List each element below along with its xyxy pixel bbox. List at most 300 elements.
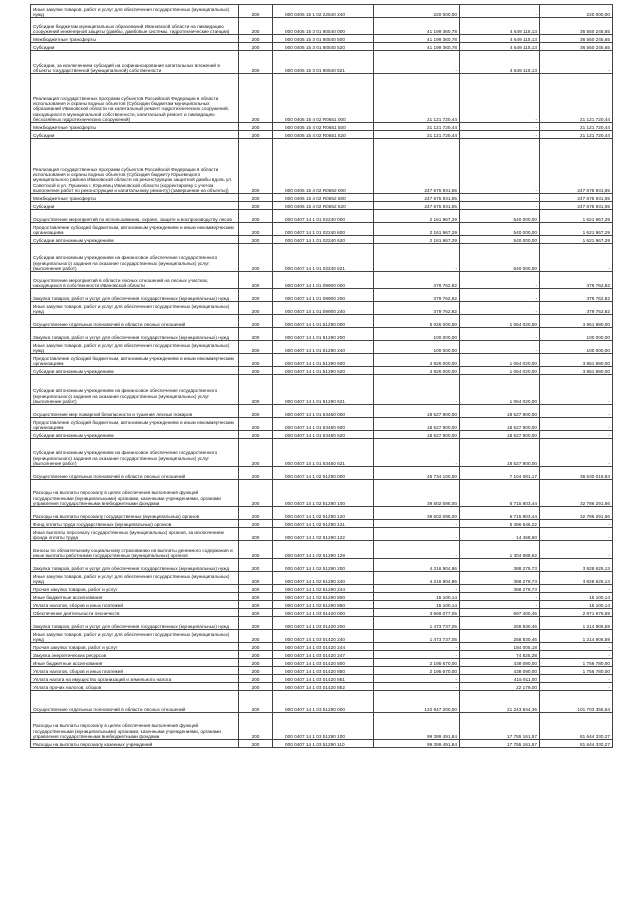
row-executed-cell: 540 000,00	[460, 236, 540, 244]
row-budget-code-cell: 000 0406 15 1 02 22640 240	[273, 5, 374, 18]
row-name-cell: Иные бюджетные ассигнования	[31, 593, 239, 601]
row-unexecuted-cell: -	[540, 541, 613, 559]
row-admin-code-cell: 200	[239, 354, 273, 367]
row-executed-cell: 18 527 900,00	[460, 431, 540, 439]
row-budget-code-cell: 000 0407 14 1 02 51290 800	[273, 593, 374, 601]
table-row	[31, 375, 613, 405]
row-approved-cell: -	[374, 651, 460, 659]
row-admin-code-cell: 200	[239, 131, 273, 139]
row-admin-code-cell: 200	[239, 236, 273, 244]
row-approved-cell: 21 121 720,44	[374, 123, 460, 131]
row-executed-cell: 17 755 161,57	[460, 740, 540, 748]
row-executed-cell: 1 064 020,00	[460, 367, 540, 375]
row-executed-cell: 258 830,46	[460, 617, 540, 630]
table-row	[31, 541, 613, 559]
row-admin-code-cell: 200	[239, 202, 273, 210]
row-approved-cell: 4 926 000,00	[374, 354, 460, 367]
row-name-cell: Осуществление отдельных полномочий в области лесных отношений	[31, 315, 239, 328]
row-executed-cell: 4 649 115,13	[460, 35, 540, 43]
row-executed-cell: -	[460, 341, 540, 354]
row-name-cell: Предоставление субсидий бюджетным, автономным учреждениям и иным некоммерческим организациям	[31, 223, 239, 236]
row-name-cell: Расходы на выплаты персоналу в целях обеспечения выполнения функций государственными (муниципальными) органами, казенными учреждениями, органами управления государственными внебюджетными фондами	[31, 480, 239, 507]
row-admin-code-cell: 200	[239, 194, 273, 202]
row-approved-cell: -	[374, 541, 460, 559]
row-name-cell: Субсидии автономным учреждениям	[31, 236, 239, 244]
table-row	[31, 35, 613, 43]
row-budget-code-cell: 000 0406 15 3 01 80540 521	[273, 51, 374, 74]
row-approved-cell: 41 199 360,78	[374, 18, 460, 35]
row-admin-code-cell: 200	[239, 418, 273, 431]
table-row	[31, 18, 613, 35]
row-admin-code-cell: 200	[239, 439, 273, 467]
table-row	[31, 439, 613, 467]
row-executed-cell: 18 527 900,00	[460, 439, 540, 467]
row-approved-cell: 2 195 670,00	[374, 667, 460, 675]
row-name-cell: Иные бюджетные ассигнования	[31, 659, 239, 667]
row-admin-code-cell: 200	[239, 643, 273, 651]
row-admin-code-cell: 200	[239, 74, 273, 123]
row-approved-cell: 18 527 900,00	[374, 405, 460, 418]
row-budget-code-cell: 000 0407 14 1 01 02240 620	[273, 236, 374, 244]
row-executed-cell: -	[460, 123, 540, 131]
row-approved-cell: 18 527 900,00	[374, 431, 460, 439]
row-budget-code-cell: 000 0406 15 4 02 R0651 500	[273, 123, 374, 131]
row-admin-code-cell: 200	[239, 713, 273, 740]
row-executed-cell: -	[460, 272, 540, 289]
row-unexecuted-cell: 3 828 625,13	[540, 572, 613, 585]
row-unexecuted-cell: -	[540, 651, 613, 659]
table-row	[31, 405, 613, 418]
row-budget-code-cell: 000 0407 14 1 03 01420 247	[273, 651, 374, 659]
row-approved-cell: -	[374, 244, 460, 272]
row-executed-cell: -	[460, 328, 540, 341]
row-budget-code-cell: 000 0407 14 1 02 51290 121	[273, 520, 374, 528]
row-approved-cell: 4 216 904,86	[374, 559, 460, 572]
row-budget-code-cell: 000 0407 14 1 02 51290 244	[273, 585, 374, 593]
row-approved-cell: 122 947 200,00	[374, 691, 460, 713]
row-executed-cell: -	[460, 601, 540, 609]
row-name-cell: Предоставление субсидий бюджетным, автономным учреждениям и иным некоммерческим организациям	[31, 354, 239, 367]
row-name-cell: Субсидии бюджетам муниципальных образований Ивановской области на ликвидацию сооружений инженерной защиты (дамбы, дамбовые системы, гидротехнические станции)	[31, 18, 239, 35]
row-unexecuted-cell: -	[540, 520, 613, 528]
table-row	[31, 43, 613, 51]
row-budget-code-cell: 000 0407 14 1 03 01420 000	[273, 609, 374, 617]
row-approved-cell: -	[374, 439, 460, 467]
table-row	[31, 210, 613, 223]
table-row	[31, 272, 613, 289]
row-approved-cell: 21 121 720,44	[374, 74, 460, 123]
row-name-cell: Осуществление отдельных полномочий в области лесных отношений	[31, 467, 239, 480]
row-admin-code-cell: 200	[239, 630, 273, 643]
row-executed-cell: -	[460, 131, 540, 139]
row-admin-code-cell: 200	[239, 139, 273, 194]
row-unexecuted-cell: 21 121 720,44	[540, 123, 613, 131]
row-admin-code-cell: 200	[239, 244, 273, 272]
row-budget-code-cell: 000 0407 14 1 01 53450 600	[273, 418, 374, 431]
row-executed-cell: 415 911,00	[460, 675, 540, 683]
row-name-cell: Расходы на выплаты персоналу казенных учреждений	[31, 740, 239, 748]
row-budget-code-cell: 000 0407 14 1 01 51290 621	[273, 375, 374, 405]
row-budget-code-cell: 000 0407 14 1 03 51290 000	[273, 691, 374, 713]
row-executed-cell: 697 400,46	[460, 609, 540, 617]
row-name-cell: Субсидии автономным учреждениям на финансовое обеспечение государственного (муниципального) задания на оказание государственных (муниципальных) услуг (выполнение работ)	[31, 244, 239, 272]
row-executed-cell: 74 825,28	[460, 651, 540, 659]
row-approved-cell: -	[374, 675, 460, 683]
row-name-cell: Реализация государственных программ субъектов Российской Федерации в области использования и охраны водных объектов (Субсидия бюджету Юрьевецкого муниципального района Ивановской области на реконструкцию защитной дамбы вдоль ул. Советской и ул. Пушкина г. Юрьевец Ивановской области (корректировку с учетом выполнения работ по реконструкции и капитальному ремонту) (завершение на объекты))	[31, 139, 239, 194]
row-name-cell: Межбюджетные трансферты	[31, 194, 239, 202]
row-approved-cell: 99 399 491,84	[374, 713, 460, 740]
row-approved-cell: 21 121 720,44	[374, 131, 460, 139]
row-unexecuted-cell: 247 675 931,65	[540, 139, 613, 194]
row-approved-cell: 3 669 077,05	[374, 609, 460, 617]
row-admin-code-cell: 200	[239, 617, 273, 630]
row-executed-cell: 184 005,18	[460, 643, 540, 651]
row-budget-code-cell: 000 0407 14 1 02 51290 200	[273, 559, 374, 572]
table-row	[31, 643, 613, 651]
row-budget-code-cell: 000 0407 14 1 01 09900 200	[273, 289, 374, 302]
table-row	[31, 572, 613, 585]
row-admin-code-cell: 200	[239, 683, 273, 691]
row-admin-code-cell: 200	[239, 593, 273, 601]
row-unexecuted-cell: -	[540, 528, 613, 541]
row-admin-code-cell: 200	[239, 667, 273, 675]
row-name-cell: Осуществление мероприятий в области лесных отношений на лесных участках, находящихся в собственности Ивановской области	[31, 272, 239, 289]
row-unexecuted-cell: 36 550 245,65	[540, 43, 613, 51]
row-executed-cell: 438 090,00	[460, 667, 540, 675]
row-unexecuted-cell: -	[540, 683, 613, 691]
row-admin-code-cell: 200	[239, 5, 273, 18]
row-executed-cell: 4 649 115,13	[460, 51, 540, 74]
row-executed-cell: 388 279,73	[460, 559, 540, 572]
table-row	[31, 651, 613, 659]
row-admin-code-cell: 200	[239, 659, 273, 667]
row-name-cell: Уплата налогов, сборов и иных платежей	[31, 601, 239, 609]
row-admin-code-cell: 200	[239, 18, 273, 35]
row-unexecuted-cell: -	[540, 51, 613, 74]
row-budget-code-cell: 000 0407 14 1 03 01420 852	[273, 683, 374, 691]
row-approved-cell: 2 161 967,29	[374, 210, 460, 223]
row-unexecuted-cell: 36 550 245,65	[540, 18, 613, 35]
row-unexecuted-cell: 379 762,82	[540, 302, 613, 315]
row-budget-code-cell: 000 0407 14 1 01 53450 620	[273, 431, 374, 439]
row-executed-cell: -	[460, 139, 540, 194]
table-row	[31, 559, 613, 572]
row-admin-code-cell: 200	[239, 520, 273, 528]
row-approved-cell: 39 502 095,00	[374, 507, 460, 520]
row-executed-cell: 438 090,00	[460, 659, 540, 667]
table-row	[31, 289, 613, 302]
row-budget-code-cell: 000 0407 14 1 01 53450 621	[273, 439, 374, 467]
table-row	[31, 315, 613, 328]
row-unexecuted-cell: 21 121 720,44	[540, 131, 613, 139]
row-admin-code-cell: 200	[239, 572, 273, 585]
table-row	[31, 659, 613, 667]
row-admin-code-cell: 200	[239, 341, 273, 354]
table-row	[31, 740, 613, 748]
row-name-cell: Иные выплаты персоналу государственных (муниципальных) органов, за исключением фонда оплаты труда	[31, 528, 239, 541]
row-unexecuted-cell: 3 861 980,00	[540, 367, 613, 375]
row-approved-cell: 41 199 360,78	[374, 35, 460, 43]
row-unexecuted-cell: 81 644 330,27	[540, 713, 613, 740]
row-budget-code-cell: 000 0407 14 1 03 01420 800	[273, 659, 374, 667]
row-unexecuted-cell: -	[540, 675, 613, 683]
row-approved-cell: -	[374, 375, 460, 405]
row-approved-cell: 2 161 967,29	[374, 223, 460, 236]
row-name-cell: Предоставление субсидий бюджетным, автономным учреждениям и иным некоммерческим организациям	[31, 418, 239, 431]
table-row	[31, 51, 613, 74]
row-admin-code-cell: 200	[239, 272, 273, 289]
table-row	[31, 691, 613, 713]
row-executed-cell: 4 649 115,13	[460, 43, 540, 51]
row-executed-cell: 14 468,60	[460, 528, 540, 541]
row-executed-cell: 388 279,73	[460, 572, 540, 585]
table-row	[31, 520, 613, 528]
row-budget-code-cell: 000 0407 14 1 03 01420 200	[273, 617, 374, 630]
row-budget-code-cell: 000 0407 14 1 02 51290 240	[273, 572, 374, 585]
table-row	[31, 74, 613, 123]
row-budget-code-cell: 000 0407 14 1 03 01420 244	[273, 643, 374, 651]
row-approved-cell: 100 000,00	[374, 328, 460, 341]
row-name-cell: Уплата налога на имущество организаций и земельного налога	[31, 675, 239, 683]
row-executed-cell: 6 715 803,44	[460, 480, 540, 507]
row-name-cell: Фонд оплаты труда государственных (муниципальных) органов	[31, 520, 239, 528]
row-executed-cell: 21 243 844,36	[460, 691, 540, 713]
row-admin-code-cell: 200	[239, 431, 273, 439]
table-row	[31, 675, 613, 683]
table-row	[31, 683, 613, 691]
row-unexecuted-cell: 1 621 967,29	[540, 210, 613, 223]
row-admin-code-cell: 200	[239, 480, 273, 507]
row-name-cell: Субсидии автономным учреждениям на финансовое обеспечение государственного (муниципального) задания на оказание государственных (муниципальных) услуг (выполнение работ)	[31, 375, 239, 405]
row-admin-code-cell: 200	[239, 315, 273, 328]
row-unexecuted-cell: -	[540, 643, 613, 651]
row-name-cell: Субсидии автономным учреждениям	[31, 367, 239, 375]
row-budget-code-cell: 000 0407 14 1 03 01420 240	[273, 630, 374, 643]
row-approved-cell: -	[374, 585, 460, 593]
row-unexecuted-cell: 1 756 780,00	[540, 667, 613, 675]
row-approved-cell: 379 762,82	[374, 302, 460, 315]
row-name-cell: Реализация государственных программ субъектов Российской Федерации в области использования и охраны водных объектов (Субсидии бюджетам муниципальных образований Ивановской области на капитальный ремонт гидротехнических сооружений, находящихся в муниципальной собственности, капитальный ремонт и ликвидацию бесхозяйных гидротехнических сооружений)	[31, 74, 239, 123]
row-approved-cell: 1 473 737,05	[374, 630, 460, 643]
table-row	[31, 236, 613, 244]
row-admin-code-cell: 200	[239, 123, 273, 131]
row-budget-code-cell: 000 0407 14 1 01 51290 600	[273, 354, 374, 367]
row-executed-cell: 17 755 161,57	[460, 713, 540, 740]
table-row	[31, 194, 613, 202]
table-row	[31, 431, 613, 439]
table-row	[31, 601, 613, 609]
row-unexecuted-cell: -	[540, 418, 613, 431]
row-budget-code-cell: 000 0407 14 1 01 02240 621	[273, 244, 374, 272]
row-budget-code-cell: 000 0407 14 1 03 01420 851	[273, 675, 374, 683]
table-row	[31, 630, 613, 643]
row-unexecuted-cell: 1 214 906,59	[540, 617, 613, 630]
table-row	[31, 667, 613, 675]
row-name-cell: Обеспечение деятельности лесничеств	[31, 609, 239, 617]
row-unexecuted-cell: 2 971 676,59	[540, 609, 613, 617]
row-executed-cell: 7 104 081,17	[460, 467, 540, 480]
row-executed-cell: 18 527 900,00	[460, 418, 540, 431]
row-unexecuted-cell: 1 621 967,29	[540, 236, 613, 244]
row-admin-code-cell: 200	[239, 467, 273, 480]
row-budget-code-cell: 000 0407 14 1 03 51290 100	[273, 713, 374, 740]
row-name-cell: Субсидии, за исключением субсидий на софинансирование капитальных вложений в объекты государственной (муниципальной) собственности	[31, 51, 239, 74]
row-approved-cell: 45 734 100,00	[374, 467, 460, 480]
row-budget-code-cell: 000 0407 14 1 02 51290 100	[273, 480, 374, 507]
table-row	[31, 302, 613, 315]
row-unexecuted-cell: 3 828 625,13	[540, 559, 613, 572]
row-admin-code-cell: 200	[239, 367, 273, 375]
row-unexecuted-cell: 100 000,00	[540, 341, 613, 354]
row-executed-cell: 6 715 803,44	[460, 507, 540, 520]
report-sheet	[30, 4, 612, 748]
row-admin-code-cell: 200	[239, 675, 273, 683]
row-name-cell: Осуществление отдельных полномочий в области лесных отношений	[31, 691, 239, 713]
row-budget-code-cell: 000 0407 14 1 01 51290 240	[273, 341, 374, 354]
row-budget-code-cell: 000 0406 15 3 01 80540 500	[273, 35, 374, 43]
row-unexecuted-cell: -	[540, 375, 613, 405]
row-executed-cell: 258 830,46	[460, 630, 540, 643]
row-approved-cell: 100 000,00	[374, 341, 460, 354]
row-budget-code-cell: 000 0407 14 1 02 51290 000	[273, 467, 374, 480]
row-admin-code-cell: 200	[239, 651, 273, 659]
row-executed-cell: 540 000,00	[460, 223, 540, 236]
row-name-cell: Осуществление мероприятий по использованию, охране, защите и воспроизводству лесов	[31, 210, 239, 223]
row-name-cell: Закупка товаров, работ и услуг для обеспечения государственных (муниципальных) нужд	[31, 617, 239, 630]
row-unexecuted-cell: 247 675 931,65	[540, 202, 613, 210]
row-budget-code-cell: 000 0407 14 1 03 01420 850	[273, 667, 374, 675]
row-unexecuted-cell: 3 961 980,00	[540, 315, 613, 328]
table-row	[31, 713, 613, 740]
row-approved-cell: 18 527 900,00	[374, 418, 460, 431]
row-budget-code-cell: 000 0407 14 1 02 51290 850	[273, 601, 374, 609]
row-name-cell: Иные закупки товаров, работ и услуг для обеспечения государственных (муниципальных) нужд	[31, 5, 239, 18]
row-approved-cell: 247 675 931,65	[374, 194, 460, 202]
table-row	[31, 480, 613, 507]
row-name-cell: Закупка товаров, работ и услуг для обеспечения государственных (муниципальных) нужд	[31, 559, 239, 572]
row-executed-cell: -	[460, 74, 540, 123]
row-name-cell: Иные закупки товаров, работ и услуг для обеспечения государственных (муниципальных) нужд	[31, 572, 239, 585]
row-executed-cell: -	[460, 5, 540, 18]
row-budget-code-cell: 000 0407 14 1 01 51290 000	[273, 315, 374, 328]
row-admin-code-cell: 200	[239, 35, 273, 43]
row-budget-code-cell: 000 0407 14 1 02 51290 122	[273, 528, 374, 541]
row-name-cell: Иные закупки товаров, работ и услуг для обеспечения государственных (муниципальных) нужд	[31, 302, 239, 315]
row-approved-cell: -	[374, 643, 460, 651]
row-admin-code-cell: 200	[239, 51, 273, 74]
row-unexecuted-cell: -	[540, 585, 613, 593]
row-admin-code-cell: 200	[239, 541, 273, 559]
table-row	[31, 354, 613, 367]
row-name-cell: Субсидии	[31, 43, 239, 51]
row-admin-code-cell: 200	[239, 528, 273, 541]
row-executed-cell: 5 396 646,22	[460, 520, 540, 528]
row-approved-cell: 1 473 737,05	[374, 617, 460, 630]
row-unexecuted-cell: 379 762,82	[540, 272, 613, 289]
row-name-cell: Расходы на выплаты персоналу в целях обеспечения выполнения функций государственными (муниципальными) органами, казенными учреждениями, органами управления государственными внебюджетными фондами	[31, 713, 239, 740]
row-admin-code-cell: 200	[239, 601, 273, 609]
row-unexecuted-cell: 21 121 720,44	[540, 74, 613, 123]
row-budget-code-cell: 000 0407 14 1 01 51290 200	[273, 328, 374, 341]
expenditure-table	[30, 4, 613, 748]
row-unexecuted-cell: 32 786 291,56	[540, 480, 613, 507]
row-name-cell: Межбюджетные трансферты	[31, 35, 239, 43]
row-approved-cell: 15 100,14	[374, 593, 460, 601]
row-unexecuted-cell: 101 703 355,64	[540, 691, 613, 713]
row-approved-cell: -	[374, 528, 460, 541]
row-executed-cell: 4 649 115,13	[460, 18, 540, 35]
row-name-cell: Субсидии	[31, 131, 239, 139]
row-admin-code-cell: 200	[239, 405, 273, 418]
row-unexecuted-cell: 247 675 931,65	[540, 194, 613, 202]
row-admin-code-cell: 200	[239, 691, 273, 713]
row-executed-cell: -	[460, 289, 540, 302]
row-admin-code-cell: 200	[239, 43, 273, 51]
row-approved-cell: 379 762,82	[374, 289, 460, 302]
row-unexecuted-cell: 1 756 780,00	[540, 659, 613, 667]
row-approved-cell: 15 100,14	[374, 601, 460, 609]
table-row	[31, 223, 613, 236]
row-executed-cell: -	[460, 302, 540, 315]
row-budget-code-cell: 000 0407 14 1 03 51290 110	[273, 740, 374, 748]
table-row	[31, 367, 613, 375]
row-unexecuted-cell: 100 000,00	[540, 328, 613, 341]
row-executed-cell: 1 064 020,00	[460, 354, 540, 367]
row-admin-code-cell: 200	[239, 740, 273, 748]
row-unexecuted-cell: 15 100,14	[540, 593, 613, 601]
row-unexecuted-cell: 1 621 967,29	[540, 223, 613, 236]
table-row	[31, 467, 613, 480]
row-unexecuted-cell: 1 214 906,59	[540, 630, 613, 643]
row-executed-cell: 540 000,00	[460, 210, 540, 223]
table-row	[31, 202, 613, 210]
row-approved-cell: 220 000,00	[374, 5, 460, 18]
row-name-cell: Уплата налогов, сборов и иных платежей	[31, 667, 239, 675]
row-approved-cell: 247 675 931,65	[374, 202, 460, 210]
row-approved-cell: 41 199 360,78	[374, 43, 460, 51]
table-row	[31, 328, 613, 341]
row-name-cell: Иные закупки товаров, работ и услуг для обеспечения государственных (муниципальных) нужд	[31, 341, 239, 354]
row-approved-cell: 4 926 000,00	[374, 367, 460, 375]
row-executed-cell: 1 064 020,00	[460, 375, 540, 405]
row-budget-code-cell: 000 0407 14 1 01 53450 000	[273, 405, 374, 418]
row-name-cell: Субсидии	[31, 202, 239, 210]
row-approved-cell: -	[374, 520, 460, 528]
row-admin-code-cell: 200	[239, 328, 273, 341]
row-unexecuted-cell: -	[540, 439, 613, 467]
row-budget-code-cell: 000 0407 14 1 01 02240 000	[273, 210, 374, 223]
table-row	[31, 131, 613, 139]
row-approved-cell: 2 161 967,29	[374, 236, 460, 244]
row-budget-code-cell: 000 0406 15 3 01 80540 000	[273, 18, 374, 35]
row-name-cell: Субсидии автономным учреждениям	[31, 431, 239, 439]
row-approved-cell: 2 195 670,00	[374, 659, 460, 667]
table-row	[31, 139, 613, 194]
row-executed-cell: 540 000,00	[460, 244, 540, 272]
row-budget-code-cell: 000 0406 15 4 02 R0651 520	[273, 131, 374, 139]
table-row	[31, 617, 613, 630]
row-admin-code-cell: 200	[239, 609, 273, 617]
row-unexecuted-cell: 379 762,82	[540, 289, 613, 302]
row-unexecuted-cell: 38 630 018,83	[540, 467, 613, 480]
row-name-cell: Закупка товаров, работ и услуг для обеспечения государственных (муниципальных) нужд	[31, 328, 239, 341]
row-approved-cell: 5 026 000,00	[374, 315, 460, 328]
row-name-cell: Взносы по обязательному социальному страхованию на выплаты денежного содержания и иные выплаты работникам государственных (муниципальных) органов	[31, 541, 239, 559]
row-budget-code-cell: 000 0406 15 4 02 R0652 000	[273, 139, 374, 194]
table-row	[31, 609, 613, 617]
table-row	[31, 585, 613, 593]
row-name-cell: Осуществление мер пожарной безопасности и тушение лесных пожаров	[31, 405, 239, 418]
